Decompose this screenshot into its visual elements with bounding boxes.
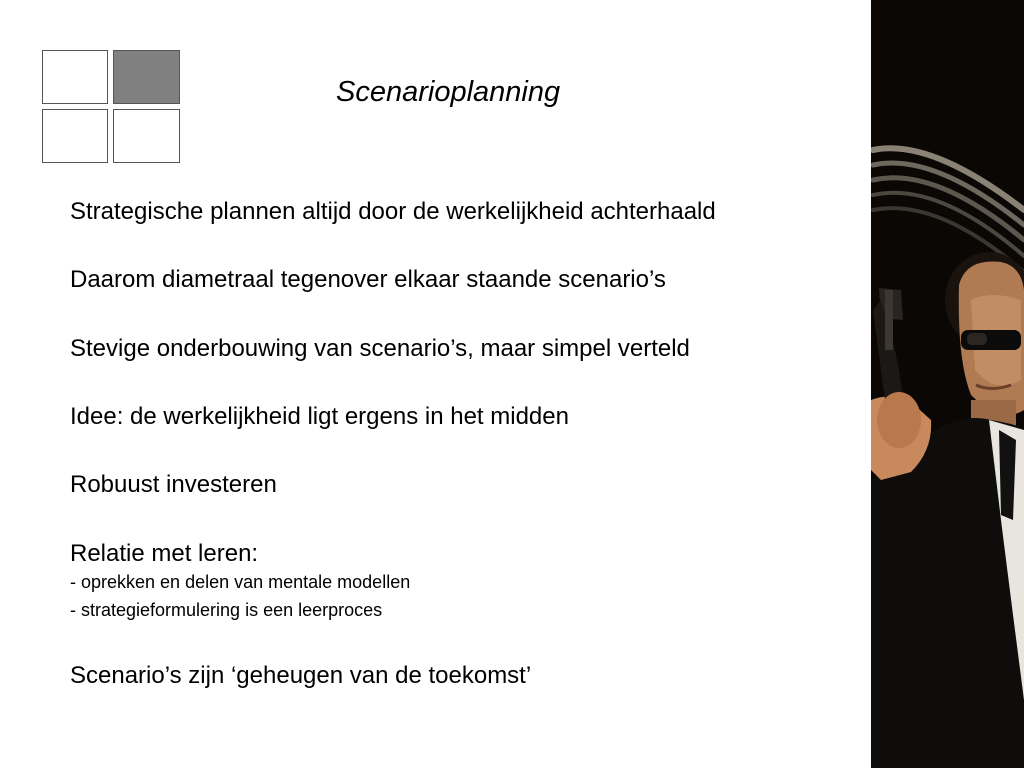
bullet-line-6: Relatie met leren: — [70, 540, 259, 567]
bullet-line-3: Stevige onderbouwing van scenario’s, maar simpel verteld — [70, 335, 690, 362]
sub-line-2: - strategieformulering is een leerproces — [70, 600, 383, 620]
photo-man-with-gun — [871, 0, 1024, 768]
photo-illustration — [871, 0, 1024, 768]
sub-line-1: - oprekken en delen van mentale modellen — [70, 572, 411, 592]
bullet-line-2: Daarom diametraal tegenover elkaar staande scenario’s — [70, 266, 666, 293]
bullet-line-5: Robuust investeren — [70, 471, 277, 498]
bullet-line-4: Idee: de werkelijkheid ligt ergens in het midden — [70, 403, 569, 430]
slide-title: Scenarioplanning — [336, 76, 561, 108]
logo-square-bottom-left — [42, 109, 108, 163]
logo-square-bottom-right — [113, 109, 180, 163]
logo-square-top-left — [42, 50, 108, 104]
bullet-line-1: Strategische plannen altijd door de werkelijkheid achterhaald — [70, 198, 716, 225]
logo-square-top-right — [113, 50, 180, 104]
closing-line: Scenario’s zijn ‘geheugen van de toekomst’ — [70, 662, 532, 689]
